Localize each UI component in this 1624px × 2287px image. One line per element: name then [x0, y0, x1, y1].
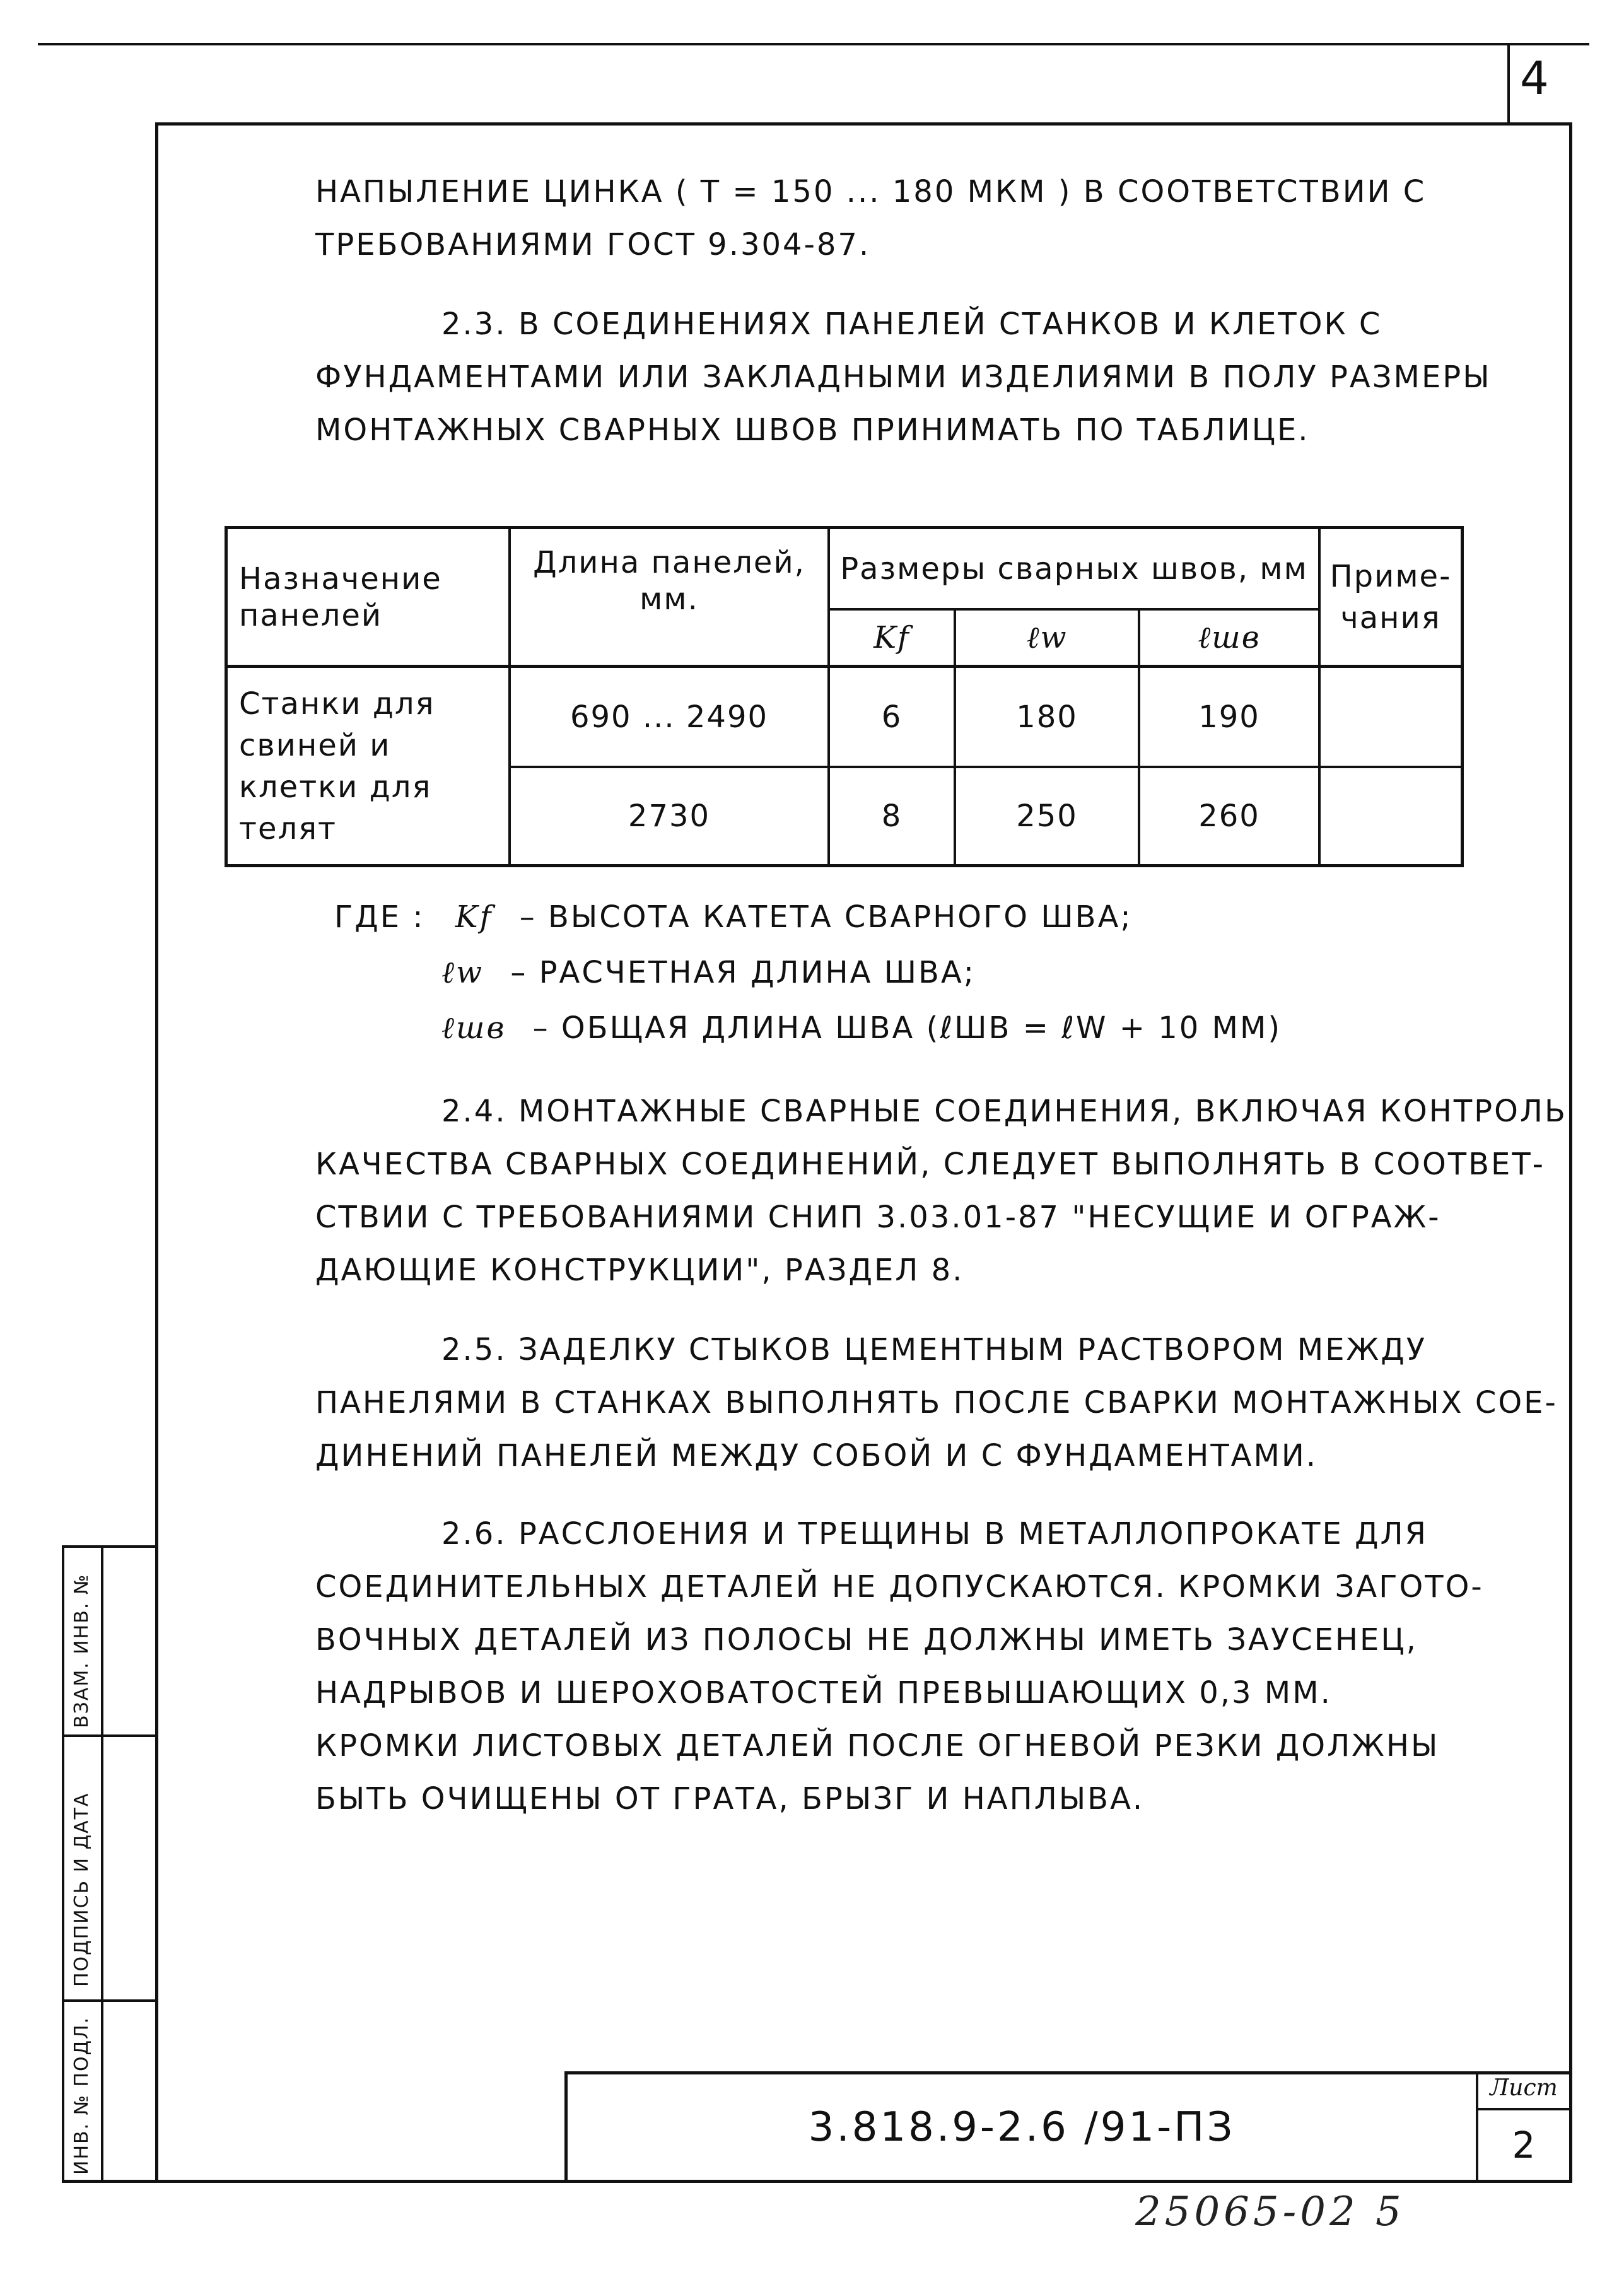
cell-notes-2	[1321, 768, 1461, 864]
header-notes: Приме- чания	[1329, 558, 1452, 636]
header-purpose: Назначение панелей	[239, 561, 442, 633]
text-line: ТРЕБОВАНИЯМИ ГОСТ 9.304-87.	[315, 227, 871, 262]
header-lw: ℓw	[1026, 620, 1068, 655]
cell-lw-2: 250	[1016, 798, 1078, 834]
text-line: КАЧЕСТВА СВАРНЫХ СОЕДИНЕНИЙ, СЛЕДУЕТ ВЫПОЛНЯТЬ В СООТВЕТ-	[315, 1147, 1545, 1182]
legend-symbol: Kf	[455, 899, 493, 935]
legend-row	[334, 1000, 1282, 1056]
legend-text: – РАСЧЕТНАЯ ДЛИНА ШВА;	[510, 955, 976, 990]
cell-purpose: Станки для свиней и клетки для телят	[239, 686, 435, 846]
sidebar-line	[62, 1734, 158, 1737]
paragraph-2-6	[315, 1507, 1484, 1825]
sidebar-podpis: ПОДПИСЬ И ДАТА	[71, 1792, 93, 1987]
legend-row	[334, 945, 1282, 1000]
paragraph-2-5	[315, 1323, 1558, 1482]
sheet-label: Лист	[1490, 2075, 1558, 2101]
text-line: БЫТЬ ОЧИЩЕНЫ ОТ ГРАТА, БРЫЗГ И НАПЛЫВА.	[315, 1781, 1145, 1816]
text-line: 2.5. ЗАДЕЛКУ СТЫКОВ ЦЕМЕНТНЫМ РАСТВОРОМ МЕЖДУ	[441, 1332, 1427, 1367]
text-line: СТВИИ С ТРЕБОВАНИЯМИ СНИП 3.03.01-87 "НЕСУЩИЕ И ОГРАЖ-	[315, 1200, 1441, 1235]
text-line: 2.3. В СОЕДИНЕНИЯХ ПАНЕЛЕЙ СТАНКОВ И КЛЕТОК С	[441, 307, 1382, 342]
paragraph-zinc	[315, 165, 1426, 271]
document-code: 3.818.9-2.6 /91-ПЗ	[808, 2104, 1236, 2151]
text-line: ПАНЕЛЯМИ В СТАНКАХ ВЫПОЛНЯТЬ ПОСЛЕ СВАРКИ МОНТАЖНЫХ СОЕ-	[315, 1385, 1558, 1420]
cell-length-2: 2730	[628, 798, 711, 834]
header-length: Длина панелей, мм.	[533, 545, 805, 617]
paragraph-2-3	[315, 298, 1492, 457]
table-border-bottom	[225, 864, 1463, 867]
text-line: НАДРЫВОВ И ШЕРОХОВАТОСТЕЙ ПРЕВЫШАЮЩИХ 0,3 ММ.	[315, 1675, 1332, 1711]
frame-left	[155, 122, 158, 2182]
paragraph-2-4	[315, 1085, 1567, 1297]
text-line: МОНТАЖНЫХ СВАРНЫХ ШВОВ ПРИНИМАТЬ ПО ТАБЛИЦЕ.	[315, 412, 1310, 448]
sidebar-vzam: ВЗАМ. ИНВ. №	[71, 1573, 93, 1728]
text-line: ФУНДАМЕНТАМИ ИЛИ ЗАКЛАДНЫМИ ИЗДЕЛИЯМИ В ПОЛУ РАЗМЕРЫ	[315, 360, 1492, 395]
footer-handwritten-number: 25065-02 5	[1135, 2189, 1405, 2235]
sidebar-line	[62, 1545, 158, 1548]
frame-bottom	[62, 2180, 1572, 2183]
header-kf: Kf	[873, 620, 910, 655]
sidebar-line	[62, 1999, 158, 2002]
text-line: 2.6. РАССЛОЕНИЯ И ТРЕЩИНЫ В МЕТАЛЛОПРОКАТЕ ДЛЯ	[441, 1516, 1428, 1552]
table-border-right	[1461, 526, 1464, 867]
cell-length-1: 690 ... 2490	[570, 699, 769, 735]
header-lshv: ℓшв	[1198, 620, 1261, 655]
legend-row	[334, 889, 1282, 945]
header-weld-sizes: Размеры сварных швов, мм	[840, 551, 1308, 587]
sidebar-invpodl: ИНВ. № ПОДЛ.	[71, 2016, 93, 2175]
sheet-number: 2	[1512, 2124, 1536, 2167]
text-line: СОЕДИНИТЕЛЬНЫХ ДЕТАЛЕЙ НЕ ДОПУСКАЮТСЯ. КРОМКИ ЗАГОТО-	[315, 1569, 1484, 1605]
top-rule	[38, 43, 1589, 45]
cell-lw-1: 180	[1016, 699, 1078, 735]
text-line: ДАЮЩИЕ КОНСТРУКЦИИ", РАЗДЕЛ 8.	[315, 1253, 964, 1288]
cell-kf-1: 6	[881, 699, 903, 735]
frame-top	[155, 122, 1572, 126]
text-line: ДИНЕНИЙ ПАНЕЛЕЙ МЕЖДУ СОБОЙ И С ФУНДАМЕНТАМИ.	[315, 1438, 1318, 1473]
text-line: 2.4. МОНТАЖНЫЕ СВАРНЫЕ СОЕДИНЕНИЯ, ВКЛЮЧАЯ КОНТРОЛЬ	[441, 1094, 1567, 1129]
cell-kf-2: 8	[881, 798, 903, 834]
cell-lshv-2: 260	[1198, 798, 1260, 834]
legend	[334, 889, 1282, 1056]
page-corner-number: 4	[1520, 52, 1549, 105]
text-line: ВОЧНЫХ ДЕТАЛЕЙ ИЗ ПОЛОСЫ НЕ ДОЛЖНЫ ИМЕТЬ ЗАУСЕНЕЦ,	[315, 1622, 1418, 1658]
frame-right	[1569, 122, 1572, 2182]
corner-divider	[1507, 43, 1510, 124]
legend-text: – ВЫСОТА КАТЕТА СВАРНОГО ШВА;	[519, 899, 1133, 935]
cell-lshv-1: 190	[1198, 699, 1260, 735]
sidebar-line	[62, 1545, 64, 2182]
legend-text: – ОБЩАЯ ДЛИНА ШВА (ℓШВ = ℓW + 10 ММ)	[532, 1010, 1282, 1046]
legend-symbol: ℓw	[441, 955, 484, 990]
text-line: КРОМКИ ЛИСТОВЫХ ДЕТАЛЕЙ ПОСЛЕ ОГНЕВОЙ РЕЗКИ ДОЛЖНЫ	[315, 1728, 1440, 1764]
sidebar-line	[101, 1545, 103, 2182]
cell-notes-1	[1321, 668, 1461, 766]
text-line: НАПЫЛЕНИЕ ЦИНКА ( T = 150 ... 180 МКМ ) В СООТВЕТСТВИИ С	[315, 174, 1427, 209]
legend-prefix: ГДЕ :	[334, 899, 425, 935]
title-block-line	[564, 2071, 1572, 2074]
legend-symbol: ℓшв	[441, 1010, 506, 1046]
